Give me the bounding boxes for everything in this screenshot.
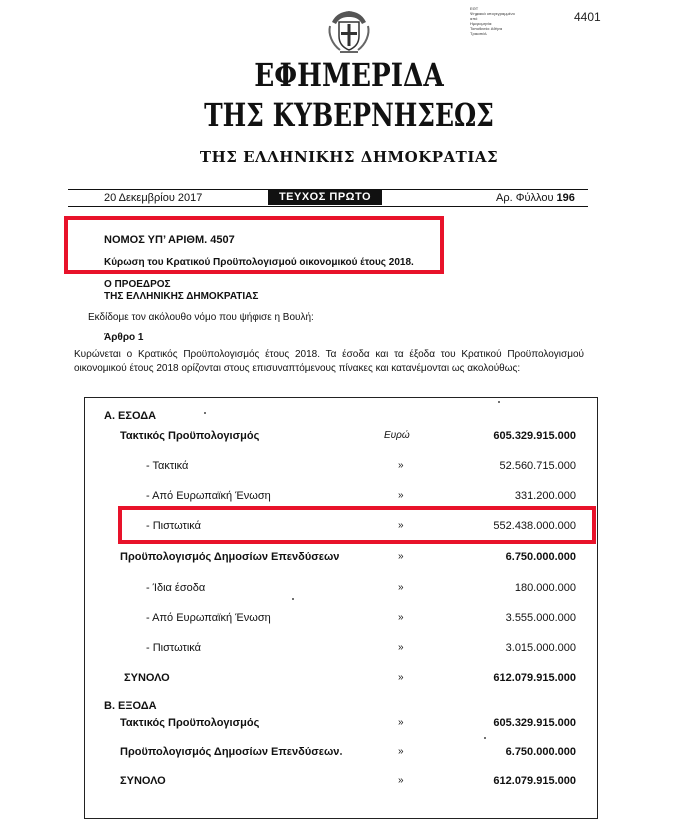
sheet-label: Αρ. Φύλλου [496, 192, 554, 204]
budget-row-unit: » [398, 551, 404, 562]
budget-row-unit: Ευρώ [384, 430, 410, 441]
budget-row-unit: » [398, 775, 404, 786]
budget-row-unit: » [398, 490, 404, 501]
budget-row-label: - Από Ευρωπαϊκή Ένωση [146, 490, 271, 502]
scan-speck [484, 737, 486, 739]
budget-row-amount: 6.750.000.000 [505, 551, 576, 563]
budget-row-label: - Πιστωτικά [146, 642, 202, 654]
budget-row-amount: 605.329.915.000 [493, 717, 576, 729]
budget-row-unit: » [398, 460, 404, 471]
budget-row-label: Α. ΕΣΟΔΑ [104, 410, 157, 422]
sheet-value: 196 [556, 192, 575, 204]
budget-row-label: Τακτικός Προϋπολογισμός [120, 717, 260, 729]
stamp-line: Ημερομηνία: [470, 21, 493, 26]
article-text: Κυρώνεται ο Κρατικός Προϋπολογισμός έτους 2018. Τα έσοδα και τα έξοδα του Κρατικού Προϋπολογισμού οικονομικού έτους 2018 ορίζονται στους επισυναπτόμενους πίνακες και κατανέμονται ως ακολούθως: [74, 349, 584, 374]
issue-date: 20 Δεκεμβρίου 2017 [104, 192, 203, 204]
masthead-title-line2: ΤΗΣ ΚΥΒΕΡΝΗΣΕΩΣ [204, 96, 494, 134]
budget-row-amount: 331.200.000 [514, 490, 576, 502]
budget-row-unit: » [398, 746, 404, 757]
masthead-subtitle: ΤΗΣ ΕΛΛΗΝΙΚΗΣ ΔΗΜΟΚΡΑΤΙΑΣ [199, 148, 499, 166]
budget-row-amount: 612.079.915.000 [493, 775, 576, 787]
issue-label: ΤΕΥΧΟΣ ΠΡΩΤΟ [268, 190, 382, 205]
budget-row-unit: » [398, 612, 404, 623]
budget-row-amount: 3.555.000.000 [505, 612, 576, 624]
budget-row-amount: 605.329.915.000 [493, 430, 576, 442]
scan-speck [340, 753, 342, 755]
scan-speck [498, 401, 500, 403]
enactment-formula: Εκδίδομε τον ακόλουθο νόμο που ψήφισε η Βουλή: [88, 312, 314, 323]
budget-row-unit: » [398, 672, 404, 683]
budget-row-amount: 6.750.000.000 [505, 746, 576, 758]
budget-row-label: Προϋπολογισμός Δημοσίων Επενδύσεων [120, 551, 340, 563]
stamp-line: Τρικοπάλ [470, 31, 487, 36]
budget-row-unit: » [398, 582, 404, 593]
scan-speck [204, 412, 206, 414]
stamp-line: ΕΘΤ [470, 6, 479, 11]
budget-row-label: - Τακτικά [146, 460, 189, 472]
budget-row-amount: 3.015.000.000 [505, 642, 576, 654]
header-rule-bottom [68, 206, 588, 207]
budget-row-unit: » [398, 717, 404, 728]
law-title: Κύρωση του Κρατικού Προϋπολογισμού οικονομικού έτους 2018. [104, 257, 414, 268]
greek-coat-of-arms-icon [326, 8, 372, 56]
article-heading: Άρθρο 1 [104, 332, 144, 343]
budget-row-label: ΣΥΝΟΛΟ [120, 775, 166, 787]
stamp-line: Τοποθεσία: Αθήνα [470, 26, 503, 31]
page-number: 4401 [574, 10, 601, 24]
stamp-line: από [470, 16, 478, 21]
digital-signature-stamp [470, 6, 540, 36]
scan-speck [292, 598, 294, 600]
stamp-line: Ψηφιακά υπογεγραμμένο [470, 11, 515, 16]
budget-row-amount: 612.079.915.000 [493, 672, 576, 684]
budget-row-label: - Πιστωτικά [146, 520, 202, 532]
budget-row-unit: » [398, 520, 404, 531]
budget-row-amount: 180.000.000 [514, 582, 576, 594]
budget-row-amount: 552.438.000.000 [493, 520, 576, 532]
president-heading-line1: Ο ΠΡΟΕΔΡΟΣ [104, 279, 171, 290]
budget-row-label: Β. ΕΞΟΔΑ [104, 700, 157, 712]
budget-row-label: Προϋπολογισμός Δημοσίων Επενδύσεων [120, 746, 340, 758]
sheet-number [496, 192, 575, 204]
law-number: ΝΟΜΟΣ ΥΠ’ ΑΡΙΘΜ. 4507 [104, 234, 235, 246]
budget-row-label: Τακτικός Προϋπολογισμός [120, 430, 260, 442]
budget-row-label: ΣΥΝΟΛΟ [124, 672, 170, 684]
president-heading-line2: ΤΗΣ ΕΛΛΗΝΙΚΗΣ ΔΗΜΟΚΡΑΤΙΑΣ [104, 291, 259, 302]
masthead-title-line1: ΕΦΗΜΕΡΙΔΑ [254, 56, 444, 94]
budget-row-amount: 52.560.715.000 [499, 460, 576, 472]
budget-row-unit: » [398, 642, 404, 653]
budget-row-label: - Από Ευρωπαϊκή Ένωση [146, 612, 271, 624]
budget-row-label: - Ίδια έσοδα [146, 582, 206, 594]
